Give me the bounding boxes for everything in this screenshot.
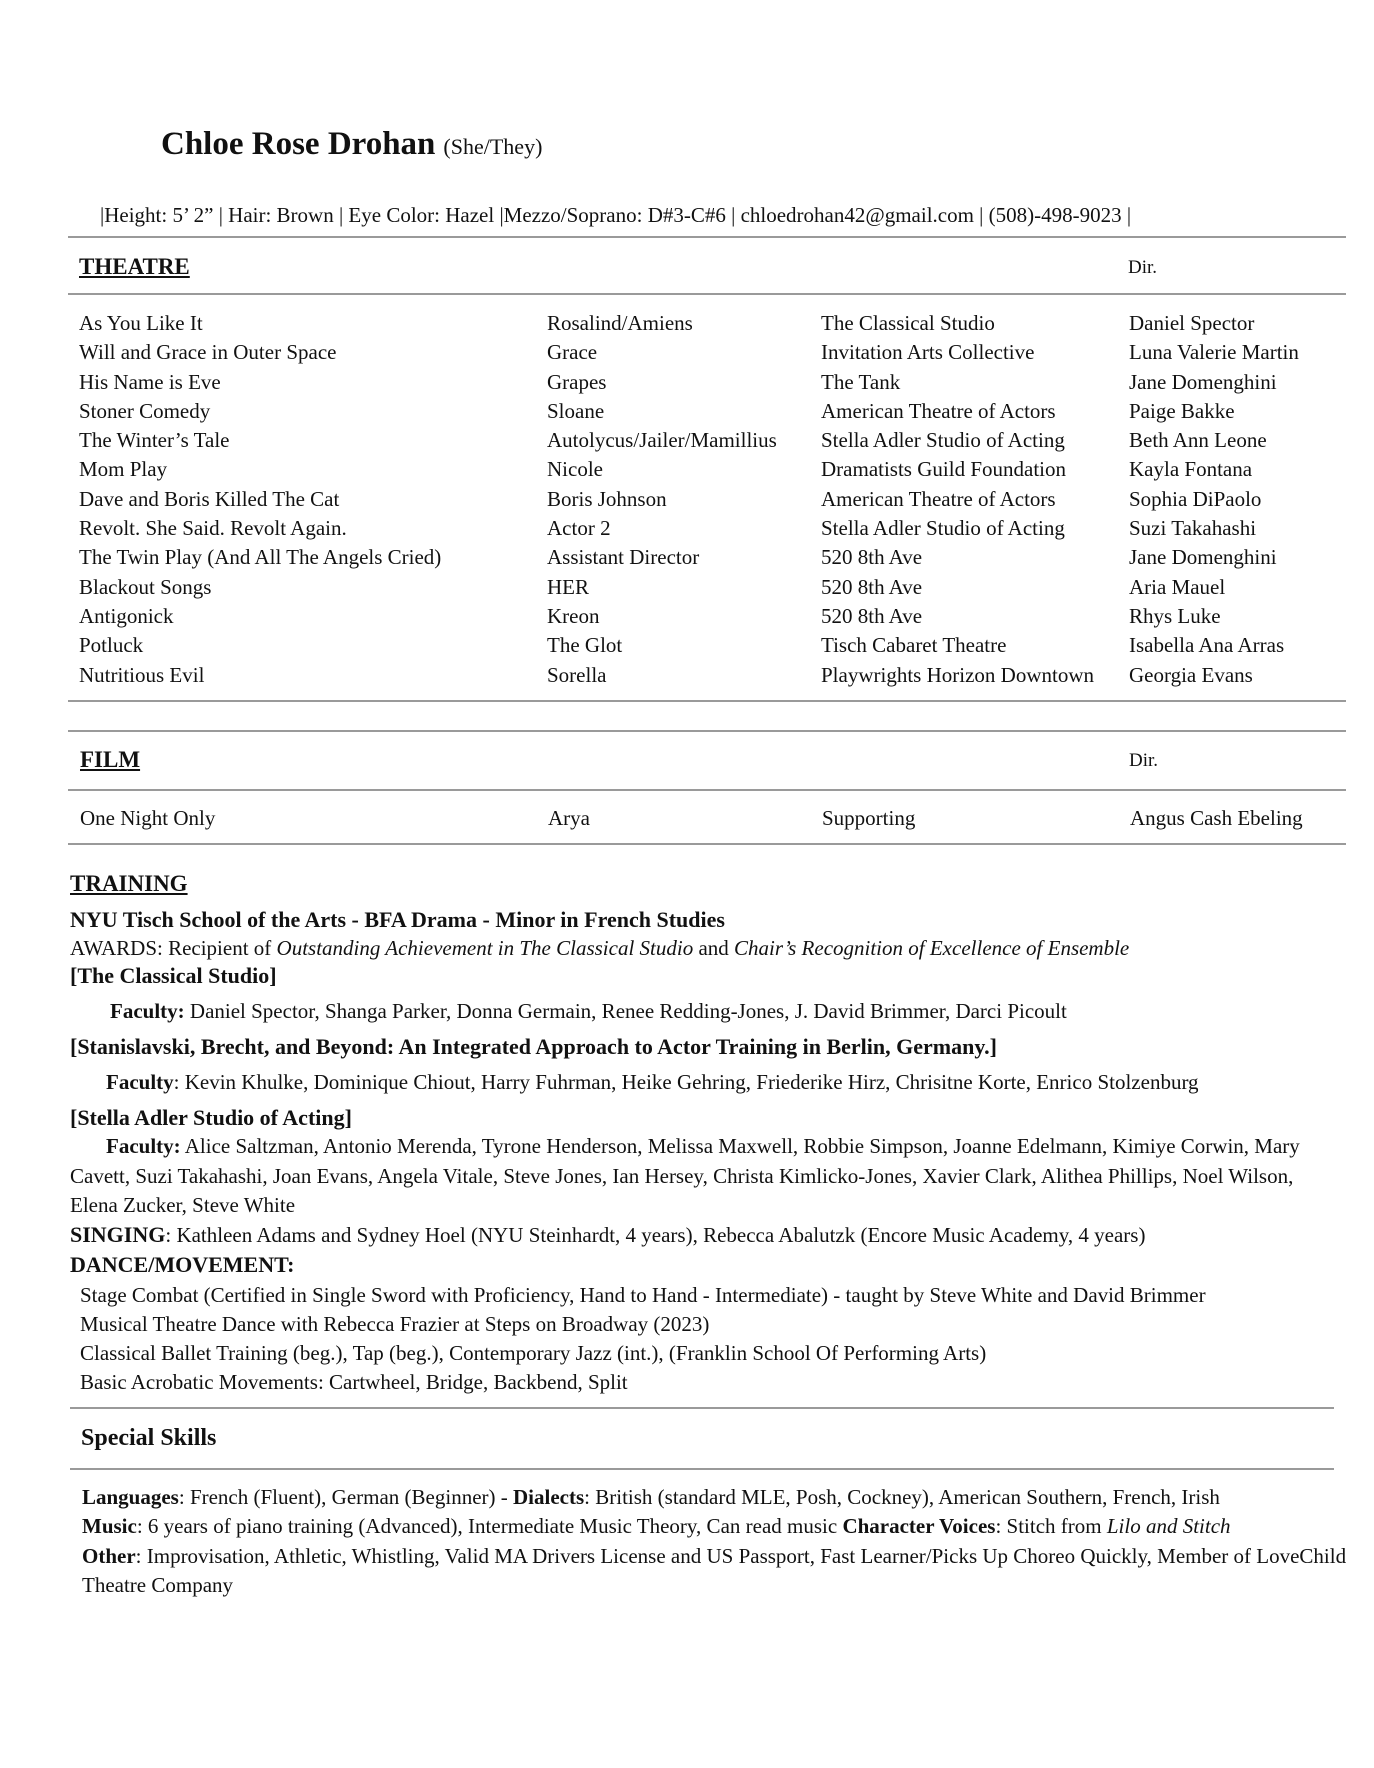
theatre-heading: THEATRE	[79, 254, 190, 279]
singing-line	[70, 1221, 1340, 1249]
pronouns: (She/They)	[443, 134, 543, 159]
credit-director: Suzi Takahashi	[1129, 516, 1257, 541]
credit-row	[79, 426, 1349, 455]
credit-role: Arya	[548, 806, 590, 830]
faculty-adler	[70, 1132, 1340, 1221]
faculty-list: Daniel Spector, Shanga Parker, Donna Germain, Renee Redding-Jones, J. David Brimmer, Darci Picoult	[189, 999, 1067, 1023]
skills-section	[82, 1483, 1362, 1600]
dialects-text: : British (standard MLE, Posh, Cockney), American Southern, French, Irish	[584, 1485, 1220, 1509]
credit-title: As You Like It	[79, 311, 203, 335]
credit-row	[79, 661, 1349, 690]
dialects-label: Dialects	[513, 1485, 585, 1509]
dance-heading: DANCE/MOVEMENT:	[70, 1251, 295, 1277]
credit-role: Grace	[547, 340, 598, 365]
divider	[70, 1468, 1334, 1470]
music-line	[82, 1512, 1362, 1541]
credit-role: Rosalind/Amiens	[547, 311, 693, 335]
resume-name	[161, 126, 542, 163]
credit-row	[79, 602, 1349, 631]
languages-text: : French (Fluent), German (Beginner) -	[178, 1485, 514, 1509]
school-line: NYU Tisch School of the Arts - BFA Drama - Minor in French Studies	[70, 907, 725, 932]
singing-label: SINGING	[70, 1221, 166, 1247]
credit-role: Autolycus/Jailer/Mamillius	[547, 428, 777, 453]
credit-row	[79, 368, 1349, 397]
dance-list	[70, 1281, 1340, 1398]
credit-director: Jane Domenghini	[1129, 369, 1277, 394]
other-line	[82, 1542, 1362, 1601]
credit-director: Jane Domenghini	[1129, 545, 1277, 570]
credit-row	[79, 338, 1349, 367]
credit-title: His Name is Eve	[79, 369, 221, 394]
credit-role: Kreon	[547, 603, 600, 628]
divider	[70, 1407, 1334, 1409]
credit-title: The Twin Play (And All The Angels Cried)	[79, 545, 442, 570]
credit-director: Isabella Ana Arras	[1129, 633, 1285, 658]
name-text: Chloe Rose Drohan	[161, 126, 436, 162]
other-text: : Improvisation, Athletic, Whistling, Valid MA Drivers License and US Passport, Fast Learner/Picks Up Choreo Quickly, Member of LoveChild Theatre Company	[82, 1543, 1347, 1597]
credit-venue: Stella Adler Studio of Acting	[821, 516, 1065, 541]
training-heading: TRAINING	[70, 871, 188, 896]
credit-role: Sorella	[547, 662, 607, 687]
credit-director: Kayla Fontana	[1129, 457, 1253, 482]
credit-title: The Winter’s Tale	[79, 428, 230, 453]
credit-title: Revolt. She Said. Revolt Again.	[79, 516, 347, 541]
credit-venue: 520 8th Ave	[821, 574, 923, 599]
credit-row	[79, 485, 1349, 514]
credit-venue: The Tank	[821, 369, 901, 394]
credit-row	[79, 543, 1349, 572]
film-dir-label: Dir.	[1129, 750, 1159, 771]
voices-text: : Stitch from	[995, 1514, 1107, 1539]
credit-venue: 520 8th Ave	[821, 545, 923, 570]
training-section	[70, 870, 1340, 1398]
divider	[68, 843, 1346, 845]
faculty-list: : Kevin Khulke, Dominique Chiout, Harry Fuhrman, Heike Gehring, Friederike Hirz, Chrisitne Korte, Enrico Stolzenburg	[173, 1070, 1199, 1094]
credit-title: Mom Play	[79, 457, 168, 482]
dance-item: Musical Theatre Dance with Rebecca Frazier at Steps on Broadway (2023)	[80, 1311, 710, 1336]
awards-line	[70, 934, 1340, 962]
credit-role: Assistant Director	[547, 545, 700, 570]
credit-director: Sophia DiPaolo	[1129, 486, 1262, 511]
credit-title: Antigonick	[79, 603, 174, 628]
credit-director: Daniel Spector	[1129, 311, 1255, 335]
credit-role: Nicole	[547, 457, 603, 482]
credit-director: Angus Cash Ebeling	[1130, 806, 1303, 830]
singing-text: : Kathleen Adams and Sydney Hoel (NYU Steinhardt, 4 years), Rebecca Abalutzk (Encore Music Academy, 4 years)	[165, 1222, 1146, 1247]
music-label: Music	[82, 1514, 137, 1539]
contact-info-line: |Height: 5’ 2” | Hair: Brown | Eye Color: Hazel |Mezzo/Soprano: D#3-C#6 | chloedrohan42@gmail.com | (508)-498-9023 |	[100, 203, 1132, 227]
credit-role: Sloane	[547, 398, 605, 423]
credit-venue: Stella Adler Studio of Acting	[821, 428, 1065, 453]
credit-venue: American Theatre of Actors	[821, 486, 1056, 511]
languages-label: Languages	[82, 1485, 179, 1509]
credit-role: Boris Johnson	[547, 486, 667, 511]
award-2: Chair’s Recognition of Excellence of Ensemble	[734, 936, 1130, 960]
divider	[68, 730, 1346, 732]
credit-director: Luna Valerie Martin	[1129, 340, 1299, 365]
film-credits	[80, 804, 1350, 833]
credit-venue: The Classical Studio	[821, 311, 995, 335]
credit-title: Stoner Comedy	[79, 398, 211, 423]
divider	[68, 236, 1346, 238]
dance-item: Classical Ballet Training (beg.), Tap (beg.), Contemporary Jazz (int.), (Franklin School Of Performing Arts)	[80, 1341, 987, 1366]
credit-row	[79, 397, 1349, 426]
dance-item: Stage Combat (Certified in Single Sword with Proficiency, Hand to Hand - Intermediate) - taught by Steve White and David Brimmer	[80, 1282, 1206, 1307]
credit-venue: Invitation Arts Collective	[821, 340, 1035, 365]
faculty-label: Faculty:	[106, 1134, 181, 1158]
credit-title: Nutritious Evil	[79, 662, 205, 687]
voices-label: Character Voices	[842, 1514, 996, 1539]
credit-director: Rhys Luke	[1129, 603, 1221, 628]
credit-director: Georgia Evans	[1129, 662, 1253, 687]
film-heading: FILM	[80, 747, 141, 772]
credit-role: HER	[547, 574, 589, 599]
divider	[68, 293, 1346, 295]
faculty-list: Alice Saltzman, Antonio Merenda, Tyrone Henderson, Melissa Maxwell, Robbie Simpson, Joanne Edelmann, Kimiye Corwin, Mary Cavett, Suzi Takahashi, Joan Evans, Angela Vitale, Steve Jones, Ian Hersey, Christa Kimlicko-Jones, Xavier Clark, Alithea Phillips, Noel Wilson, Elena Zucker, Steve White	[70, 1134, 1300, 1217]
credit-row	[79, 573, 1349, 602]
music-text: : 6 years of piano training (Advanced), Intermediate Music Theory, Can read music	[136, 1514, 843, 1539]
credit-venue: Playwrights Horizon Downtown	[821, 662, 1094, 687]
credit-row	[79, 455, 1349, 484]
awards-prefix: AWARDS: Recipient of	[70, 936, 277, 960]
credit-row	[79, 309, 1349, 338]
credit-director: Paige Bakke	[1129, 398, 1235, 423]
award-1: Outstanding Achievement in The Classical Studio	[276, 936, 694, 960]
credit-director: Aria Mauel	[1129, 574, 1226, 599]
studio-classical: [The Classical Studio]	[70, 963, 277, 988]
theatre-dir-label: Dir.	[1128, 257, 1158, 278]
faculty-berlin	[70, 1068, 1340, 1096]
credit-title: Will and Grace in Outer Space	[79, 340, 337, 365]
languages-line	[82, 1483, 1362, 1512]
faculty-label: Faculty:	[110, 999, 185, 1023]
credit-row	[80, 804, 1350, 833]
studio-berlin: [Stanislavski, Brecht, and Beyond: An Integrated Approach to Actor Training in Berlin, Germany.]	[70, 1034, 997, 1059]
credit-row	[79, 514, 1349, 543]
credit-venue: Supporting	[822, 806, 916, 830]
credit-row	[79, 631, 1349, 660]
credit-venue: Tisch Cabaret Theatre	[821, 633, 1007, 658]
other-label: Other	[82, 1543, 136, 1568]
credit-title: One Night Only	[80, 806, 216, 830]
theatre-credits	[79, 309, 1349, 690]
credit-director: Beth Ann Leone	[1129, 428, 1267, 453]
credit-title: Potluck	[79, 633, 144, 658]
voices-title: Lilo and Stitch	[1106, 1514, 1231, 1539]
skills-heading: Special Skills	[81, 1425, 217, 1451]
dance-item: Basic Acrobatic Movements: Cartwheel, Bridge, Backbend, Split	[80, 1370, 628, 1395]
credit-venue: American Theatre of Actors	[821, 398, 1056, 423]
studio-adler: [Stella Adler Studio of Acting]	[70, 1105, 352, 1130]
credit-role: Grapes	[547, 369, 607, 394]
divider	[68, 700, 1346, 702]
faculty-label: Faculty	[106, 1070, 174, 1094]
credit-title: Dave and Boris Killed The Cat	[79, 486, 340, 511]
divider	[68, 789, 1346, 791]
credit-venue: 520 8th Ave	[821, 603, 923, 628]
awards-and: and	[693, 936, 735, 960]
faculty-classical	[70, 997, 1340, 1025]
credit-role: Actor 2	[547, 516, 611, 541]
credit-title: Blackout Songs	[79, 574, 212, 599]
credit-venue: Dramatists Guild Foundation	[821, 457, 1066, 482]
credit-role: The Glot	[547, 633, 623, 658]
